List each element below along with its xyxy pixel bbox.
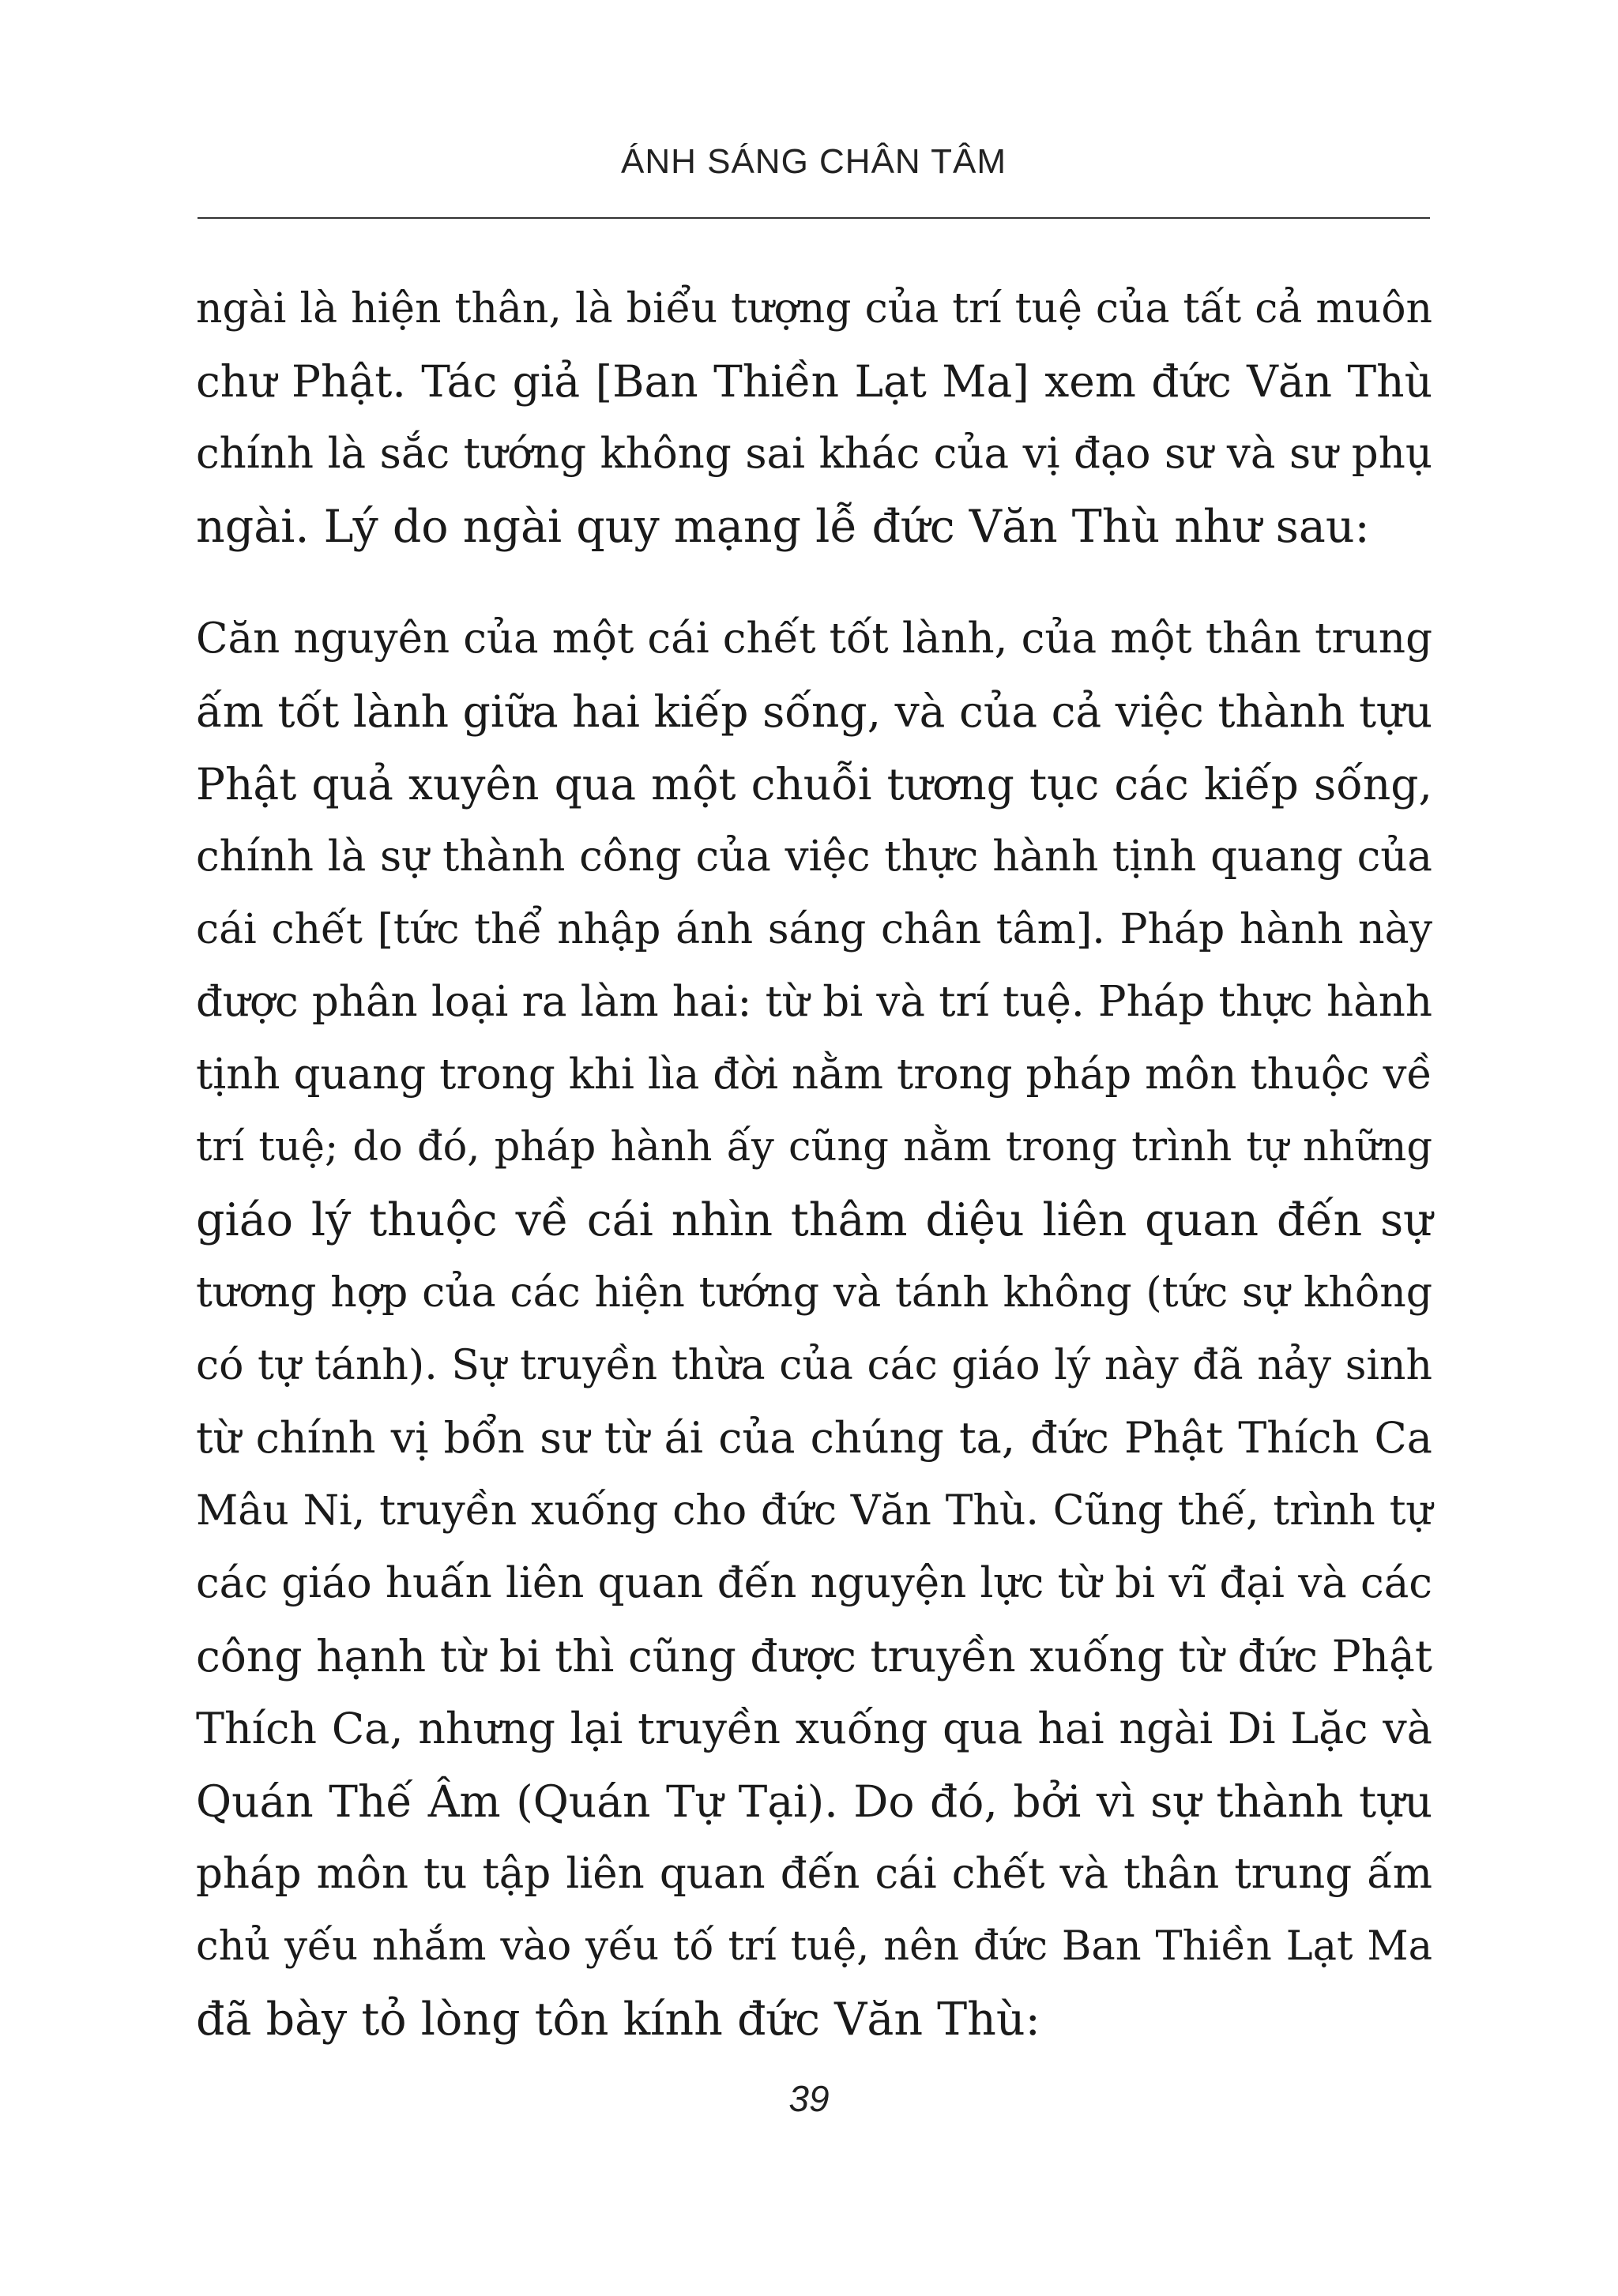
text-line: từ chính vị bổn sư từ ái của chúng ta, đức Phật Thích Ca xyxy=(196,1413,1432,1463)
body-text xyxy=(196,272,1432,2056)
text-line: chư Phật. Tác giả [Ban Thiền Lạt Ma] xem đức Văn Thù xyxy=(196,356,1432,407)
text-line: ngài là hiện thân, là biểu tượng của trí tuệ của tất cả muôn xyxy=(196,285,1432,333)
text-line: Căn nguyên của một cái chết tốt lành, của một thân trung xyxy=(196,614,1432,663)
header-rule xyxy=(198,217,1430,219)
running-title: ÁNH SÁNG CHÂN TÂM xyxy=(620,142,1007,181)
text-line: giáo lý thuộc về cái nhìn thâm diệu liên quan đến sự xyxy=(196,1194,1432,1246)
text-line: công hạnh từ bi thì cũng được truyền xuống từ đức Phật xyxy=(196,1631,1432,1682)
text-line: Quán Thế Âm (Quán Tự Tại). Do đó, bởi vì sự thành tựu xyxy=(196,1776,1432,1827)
text-line: tịnh quang trong khi lìa đời nằm trong pháp môn thuộc về xyxy=(196,1050,1432,1099)
text-line: chính là sắc tướng không sai khác của vị đạo sư và sư phụ xyxy=(196,430,1432,478)
text-line: cái chết [tức thể nhập ánh sáng chân tâm]. Pháp hành này xyxy=(196,906,1432,953)
text-line: tương hợp của các hiện tướng và tánh không (tức sự không xyxy=(196,1269,1432,1317)
text-line: chủ yếu nhắm vào yếu tố trí tuệ, nên đức Ban Thiền Lạt Ma xyxy=(196,1923,1432,1970)
text-line: trí tuệ; do đó, pháp hành ấy cũng nằm trong trình tự những xyxy=(196,1124,1432,1171)
paragraph-2 xyxy=(196,603,1432,2056)
text-line: Thích Ca, nhưng lại truyền xuống qua hai ngài Di Lặc và xyxy=(196,1704,1432,1753)
text-line: chính là sự thành công của việc thực hành tịnh quang của xyxy=(196,832,1432,881)
page-number: 39 xyxy=(788,2078,830,2119)
paragraph-1 xyxy=(196,272,1432,563)
text-line: Phật quả xuyên qua một chuỗi tương tục các kiếp sống, xyxy=(196,759,1432,810)
text-line: Mâu Ni, truyền xuống cho đức Văn Thù. Cũng thế, trình tự xyxy=(196,1487,1432,1535)
text-line: ngài. Lý do ngài quy mạng lễ đức Văn Thù như sau: xyxy=(196,501,1370,553)
text-line: có tự tánh). Sự truyền thừa của các giáo lý này đã nảy sinh xyxy=(196,1342,1432,1389)
text-line: pháp môn tu tập liên quan đến cái chết và thân trung ấm xyxy=(196,1850,1432,1898)
text-line: được phân loại ra làm hai: từ bi và trí tuệ. Pháp thực hành xyxy=(196,978,1432,1026)
text-line: đã bày tỏ lòng tôn kính đức Văn Thù: xyxy=(196,1993,1040,2046)
text-line: ấm tốt lành giữa hai kiếp sống, và của cả việc thành tựu xyxy=(196,686,1432,737)
text-line: các giáo huấn liên quan đến nguyện lực từ bi vĩ đại và các xyxy=(196,1559,1432,1607)
